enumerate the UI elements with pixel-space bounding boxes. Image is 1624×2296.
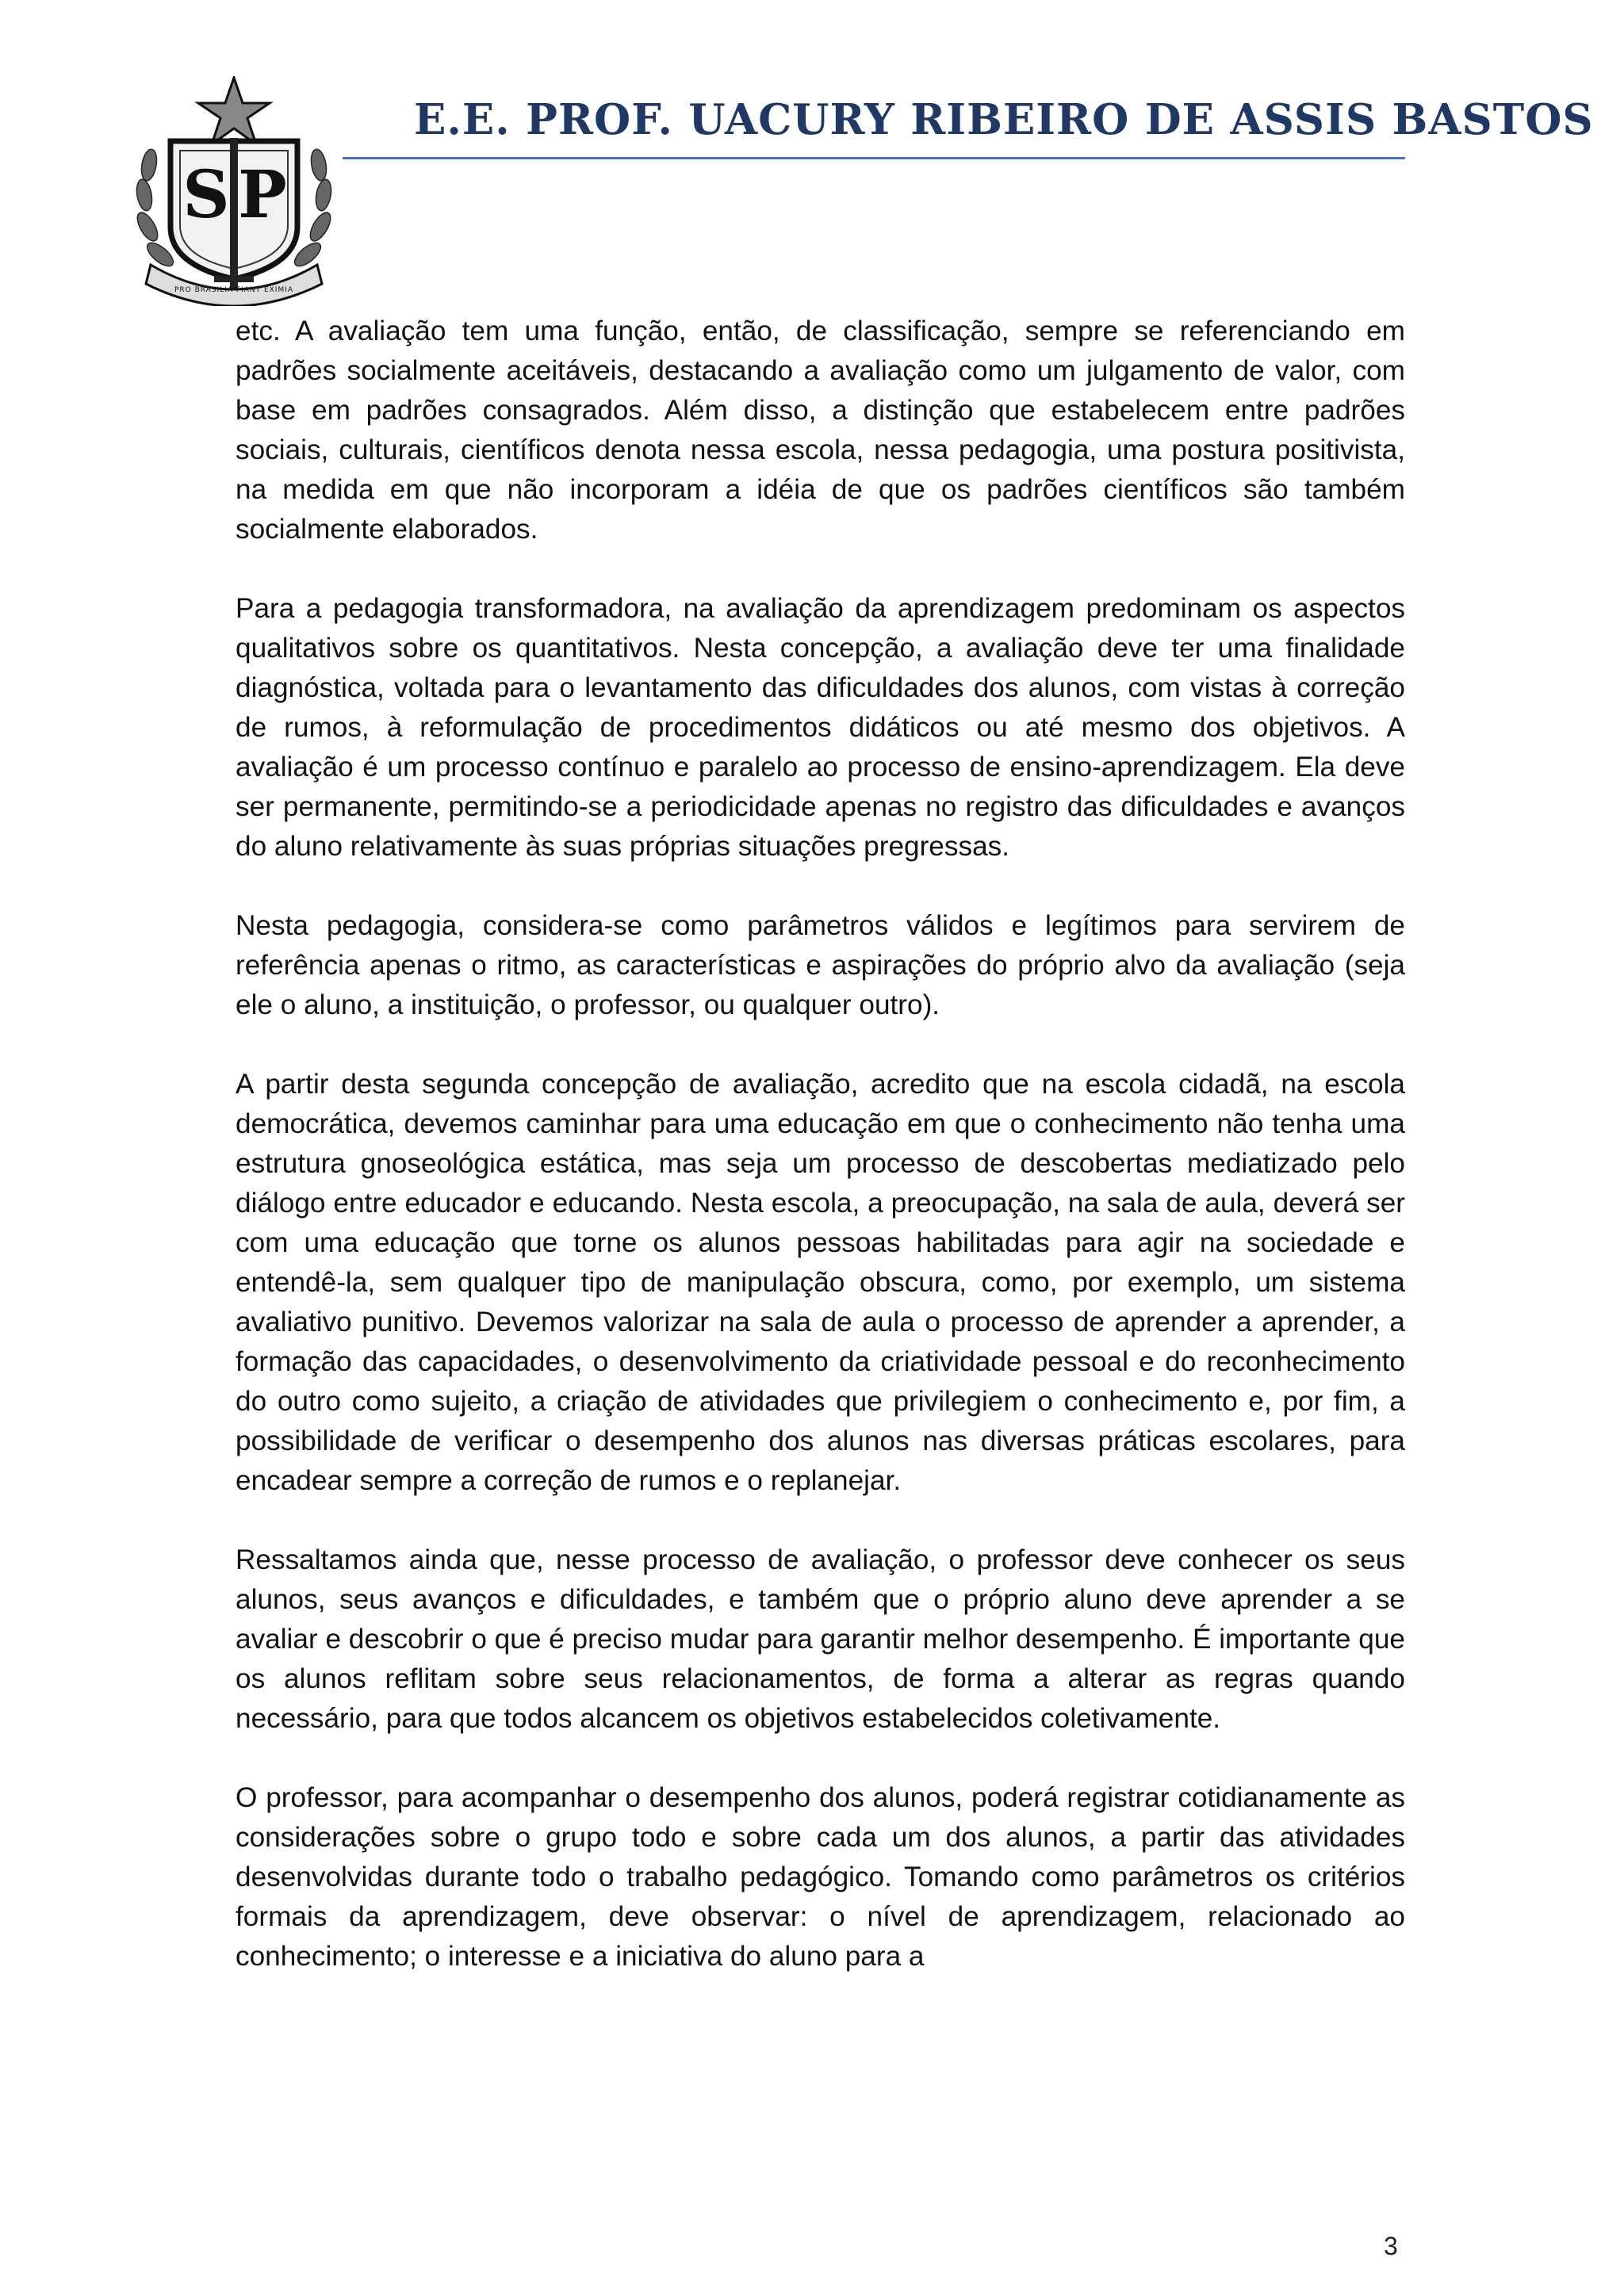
sp-state-emblem <box>127 76 341 306</box>
emblem-letter-p: P <box>238 157 287 233</box>
emblem-motto: PRO BRASILIA FIANT EXIMIA <box>174 286 294 294</box>
paragraph: O professor, para acompanhar o desempenho dos alunos, poderá registrar cotidianamente as considerações sobre o grupo todo e sobre cada um dos alunos, a partir das atividades desenvolvidas durante todo o trabalho pedagógico. Tomando como parâmetros os critérios formais da aprendizagem, deve observar: o nível de aprendizagem, relacionado ao conhecimento; o interesse e a iniciativa do aluno para a <box>236 1782 1405 1972</box>
header-divider <box>343 157 1405 159</box>
paragraph: etc. A avaliação tem uma função, então, de classificação, sempre se referenciando em padrões socialmente aceitáveis, destacando a avaliação como um julgamento de valor, com base em padrões consagrados. Além disso, a distinção que estabelecem entre padrões sociais, culturais, científicos denota nessa escola, nessa pedagogia, uma postura positivista, na medida em que não incorporam a idéia de que os padrões científicos são também socialmente elaborados. <box>236 316 1405 545</box>
paragraph: Para a pedagogia transformadora, na avaliação da aprendizagem predominam os aspectos qualitativos sobre os quantitativos. Nesta concepção, a avaliação deve ter uma finalidade diagnóstica, voltada para o levantamento das dificuldades dos alunos, com vistas à correção de rumos, à reformulação de procedimentos didáticos ou até mesmo dos objetivos. A avaliação é um processo contínuo e paralelo ao processo de ensino-aprendizagem. Ela deve ser permanente, permitindo-se a periodicidade apenas no registro das dificuldades e avanços do aluno relativamente às suas próprias situações pregressas. <box>236 593 1405 862</box>
school-name-header: E.E. PROF. UACURY RIBEIRO DE ASSIS BASTOS <box>414 95 1594 144</box>
page-number: 3 <box>1384 2232 1398 2260</box>
paragraph: A partir desta segunda concepção de avaliação, acredito que na escola cidadã, na escola democrática, devemos caminhar para uma educação em que o conhecimento não tenha uma estrutura gnoseológica estática, mas seja um processo de descobertas mediatizado pelo diálogo entre educador e educando. Nesta escola, a preocupação, na sala de aula, deverá ser com uma educação que torne os alunos pessoas habilitadas para agir na sociedade e entendê-la, sem qualquer tipo de manipulação obscura, como, por exemplo, um sistema avaliativo punitivo. Devemos valorizar na sala de aula o processo de aprender a aprender, a formação das capacidades, o desenvolvimento da criatividade pessoal e do reconhecimento do outro como sujeito, a criação de atividades que privilegiem o conhecimento e, por fim, a possibilidade de verificar o desempenho dos alunos nas diversas práticas escolares, para encadear sempre a correção de rumos e o replanejar. <box>236 1069 1405 1496</box>
emblem-letter-s: S <box>182 157 230 233</box>
document-body <box>236 312 1405 2016</box>
paragraph: Ressaltamos ainda que, nesse processo de avaliação, o professor deve conhecer os seus alunos, seus avanços e dificuldades, e também que o próprio aluno deve aprender a se avaliar e descobrir o que é preciso mudar para garantir melhor desempenho. É importante que os alunos reflitam sobre seus relacionamentos, de forma a alterar as regras quando necessário, para que todos alcancem os objetivos estabelecidos coletivamente. <box>236 1544 1405 1734</box>
paragraph: Nesta pedagogia, considera-se como parâmetros válidos e legítimos para servirem de referência apenas o ritmo, as características e aspirações do próprio alvo da avaliação (seja ele o aluno, a instituição, o professor, ou qualquer outro). <box>236 910 1405 1020</box>
